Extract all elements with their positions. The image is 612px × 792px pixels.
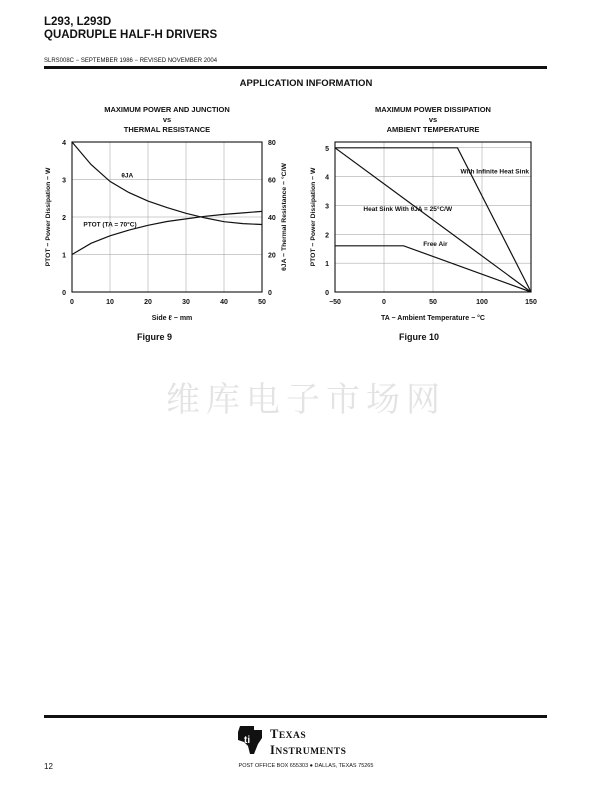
figure-9-y-left-tick-label: 1 [62,252,66,260]
ti-wordmark: TEXAS INSTRUMENTS [270,727,347,757]
figure-9-y-right-tick-label: 40 [268,215,276,222]
figure-9-y-right-tick-label: 60 [268,177,276,185]
figure-10-x-axis-label: TA − Ambient Temperature − °C [381,315,485,322]
figure-9-ptot-curve [72,211,262,254]
svg-text:ti: ti [244,735,251,746]
figure-9-x-tick-label: 0 [70,299,74,306]
figure-9-x-tick-label: 10 [106,299,114,306]
figure-10-y-tick-label: 3 [325,203,329,211]
figure-9-title-line: vs [162,115,172,124]
page-number: 12 [44,762,53,771]
section-title: APPLICATION INFORMATION [239,78,373,89]
figure-9-y-left-tick-label: 3 [62,177,66,185]
figure-9-x-tick-label: 50 [258,299,266,306]
figure-9-y-right-tick-label: 0 [268,290,272,297]
figure-10-title-line: MAXIMUM POWER DISSIPATION [375,105,491,114]
figure-10-x-tick-label: 50 [429,299,437,306]
figure-9-x-tick-label: 40 [220,299,228,306]
watermark: 维库电子市场网 [166,380,446,420]
figure-10-y-tick-label: 4 [325,174,329,182]
ti-logo-icon [236,724,266,756]
figure-10-x-tick-label: 150 [525,299,537,306]
figure-10-heatsink-label: Heat Sink With θJA = 25°C/W [363,206,453,214]
figure-9-theta-curve [72,142,262,225]
figure-10-x-tick-label: −50 [329,299,341,306]
figure-9-y-left-axis-label: PTOT − Power Dissipation − W [45,167,52,267]
figure-9-caption: Figure 9 [137,332,173,342]
figure-10-y-tick-label: 1 [325,261,329,269]
figure-10-x-tick-label: 0 [382,299,386,306]
figure-10-y-tick-label: 2 [325,232,329,240]
figure-10-caption: Figure 10 [399,332,440,342]
figure-10-title-line: AMBIENT TEMPERATURE [386,125,480,134]
figure-10-chart [305,100,555,330]
figure-9-theta-label: θJA [121,172,134,180]
header-device-title: QUADRUPLE HALF-H DRIVERS [44,29,218,41]
figure-9-y-right-tick-label: 80 [268,140,276,147]
header-rule [44,66,547,69]
figure-9-y-left-tick-label: 0 [62,290,66,297]
figure-10-y-tick-label: 5 [325,145,329,153]
footer-rule [44,715,547,718]
figure-9-x-tick-label: 20 [144,299,152,306]
header-part-numbers: L293, L293D [44,16,112,28]
figure-9-y-left-tick-label: 4 [62,140,66,147]
figure-9-ptot-label: PTOT (TA = 70°C) [83,221,137,229]
ti-address: POST OFFICE BOX 655303 ● DALLAS, TEXAS 75265 [238,763,374,769]
figure-9-x-tick-label: 30 [182,299,190,306]
document-reference: SLRS008C − SEPTEMBER 1986 − REVISED NOVEMBER 2004 [44,58,218,64]
figure-9-y-left-tick-label: 2 [62,215,66,222]
figure-9-title-line: THERMAL RESISTANCE [123,125,211,134]
figure-10-x-tick-label: 100 [476,299,488,306]
figure-10-free-air-label: Free Air [423,240,448,248]
figure-10-infinite-heatsink-label: With Infinite Heat Sink [460,168,530,176]
figure-9-y-right-tick-label: 20 [268,252,276,260]
figure-10-title-line: vs [428,115,438,124]
figure-9-title-line: MAXIMUM POWER AND JUNCTION [104,105,230,114]
figure-9-x-axis-label: Side ℓ − mm [151,315,193,322]
figure-9-y-right-axis-label: θJA − Thermal Resistance − °C/W [281,163,288,271]
document-header [44,16,217,42]
figure-10-y-tick-label: 0 [325,290,329,297]
figure-9-chart [40,100,310,330]
figure-10-y-axis-label: PTOT − Power Dissipation − W [310,167,317,267]
